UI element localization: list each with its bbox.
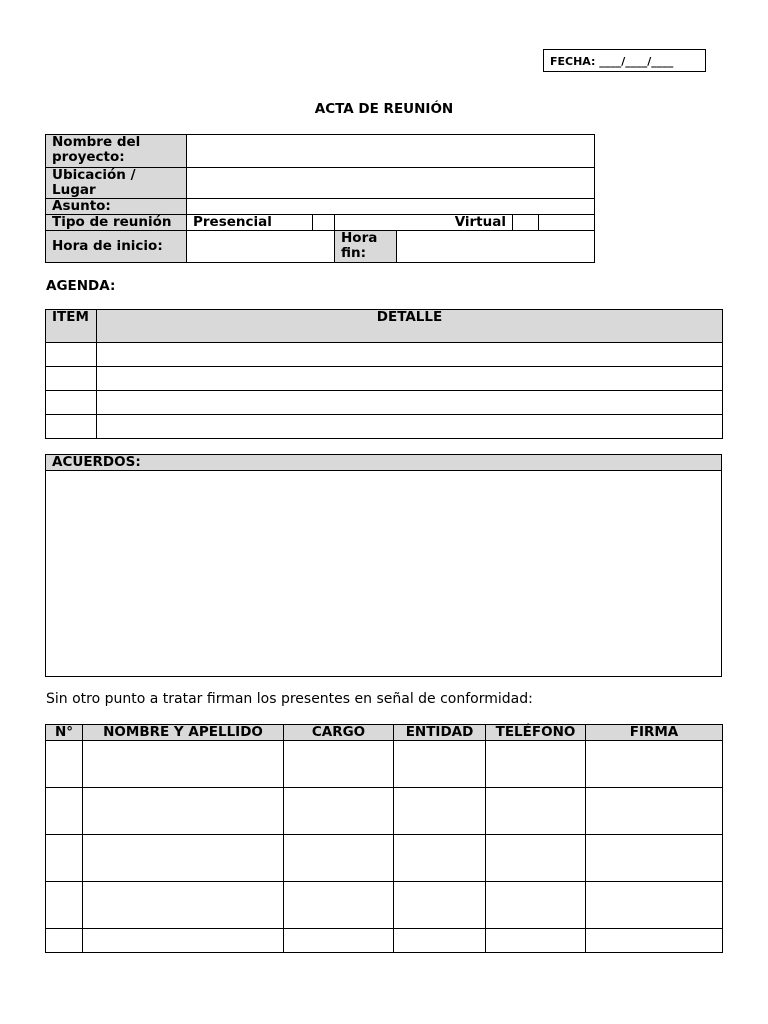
firmas-table [45, 724, 723, 953]
firmas-header-numero: N° [46, 725, 83, 741]
firma-cell[interactable] [586, 929, 723, 953]
firma-cell[interactable] [394, 741, 486, 788]
firmas-header-telefono: TELÉFONO [486, 725, 586, 741]
firma-cell[interactable] [83, 788, 284, 835]
table-row [46, 741, 723, 788]
firma-cell[interactable] [83, 882, 284, 929]
firma-cell[interactable] [46, 741, 83, 788]
input-hora-inicio[interactable] [187, 231, 335, 263]
closing-statement: Sin otro punto a tratar firman los presentes en señal de conformidad: [46, 691, 533, 707]
label-asunto: Asunto: [46, 199, 187, 215]
firma-cell[interactable] [394, 835, 486, 882]
checkbox-virtual[interactable] [513, 215, 539, 231]
info-table [45, 134, 595, 263]
firma-cell[interactable] [284, 835, 394, 882]
label-presencial: Presencial [187, 215, 313, 231]
firma-cell[interactable] [284, 882, 394, 929]
firma-cell[interactable] [46, 882, 83, 929]
table-row [46, 835, 723, 882]
agenda-detalle-cell[interactable] [97, 391, 723, 415]
firma-cell[interactable] [284, 929, 394, 953]
label-ubicacion: Ubicación / Lugar [46, 168, 187, 199]
firma-cell[interactable] [83, 741, 284, 788]
firmas-header-nombre: NOMBRE Y APELLIDO [83, 725, 284, 741]
firma-cell[interactable] [394, 882, 486, 929]
firma-cell[interactable] [83, 929, 284, 953]
checkbox-presencial[interactable] [313, 215, 335, 231]
acuerdos-body[interactable] [46, 471, 722, 677]
agenda-header-detalle: DETALLE [97, 310, 723, 343]
table-row [46, 367, 723, 391]
firma-cell[interactable] [46, 835, 83, 882]
agenda-detalle-cell[interactable] [97, 367, 723, 391]
input-nombre-proyecto[interactable] [187, 135, 595, 168]
table-row [46, 343, 723, 367]
firma-cell[interactable] [486, 882, 586, 929]
acuerdos-table [45, 454, 722, 677]
firma-cell[interactable] [586, 835, 723, 882]
firma-cell[interactable] [486, 741, 586, 788]
acuerdos-header: ACUERDOS: [46, 455, 722, 471]
label-hora-inicio: Hora de inicio: [46, 231, 187, 263]
agenda-item-cell[interactable] [46, 415, 97, 439]
firma-cell[interactable] [486, 788, 586, 835]
agenda-item-cell[interactable] [46, 367, 97, 391]
firma-cell[interactable] [83, 835, 284, 882]
firma-cell[interactable] [394, 929, 486, 953]
input-ubicacion[interactable] [187, 168, 595, 199]
firma-cell[interactable] [486, 835, 586, 882]
firmas-header-entidad: ENTIDAD [394, 725, 486, 741]
label-tipo-reunion: Tipo de reunión [46, 215, 187, 231]
tipo-extra-cell[interactable] [539, 215, 595, 231]
table-row [46, 788, 723, 835]
firmas-header-firma: FIRMA [586, 725, 723, 741]
firma-cell[interactable] [284, 741, 394, 788]
firma-cell[interactable] [46, 788, 83, 835]
fecha-field: FECHA: ____/____/____ [543, 49, 706, 72]
firma-cell[interactable] [46, 929, 83, 953]
agenda-detalle-cell[interactable] [97, 343, 723, 367]
agenda-table [45, 309, 723, 439]
input-asunto[interactable] [187, 199, 595, 215]
firma-cell[interactable] [586, 882, 723, 929]
firma-cell[interactable] [586, 788, 723, 835]
table-row [46, 415, 723, 439]
agenda-detalle-cell[interactable] [97, 415, 723, 439]
agenda-header-item: ITEM [46, 310, 97, 343]
firma-cell[interactable] [486, 929, 586, 953]
label-virtual: Virtual [335, 215, 513, 231]
agenda-label: AGENDA: [46, 278, 116, 294]
document-title: ACTA DE REUNIÓN [314, 101, 454, 117]
agenda-item-cell[interactable] [46, 343, 97, 367]
label-nombre-proyecto: Nombre del proyecto: [46, 135, 187, 168]
firma-cell[interactable] [586, 741, 723, 788]
firma-cell[interactable] [284, 788, 394, 835]
table-row [46, 929, 723, 953]
label-hora-fin: Hora fin: [335, 231, 397, 263]
firmas-header-cargo: CARGO [284, 725, 394, 741]
input-hora-fin[interactable] [397, 231, 595, 263]
firma-cell[interactable] [394, 788, 486, 835]
agenda-item-cell[interactable] [46, 391, 97, 415]
table-row [46, 882, 723, 929]
table-row [46, 391, 723, 415]
